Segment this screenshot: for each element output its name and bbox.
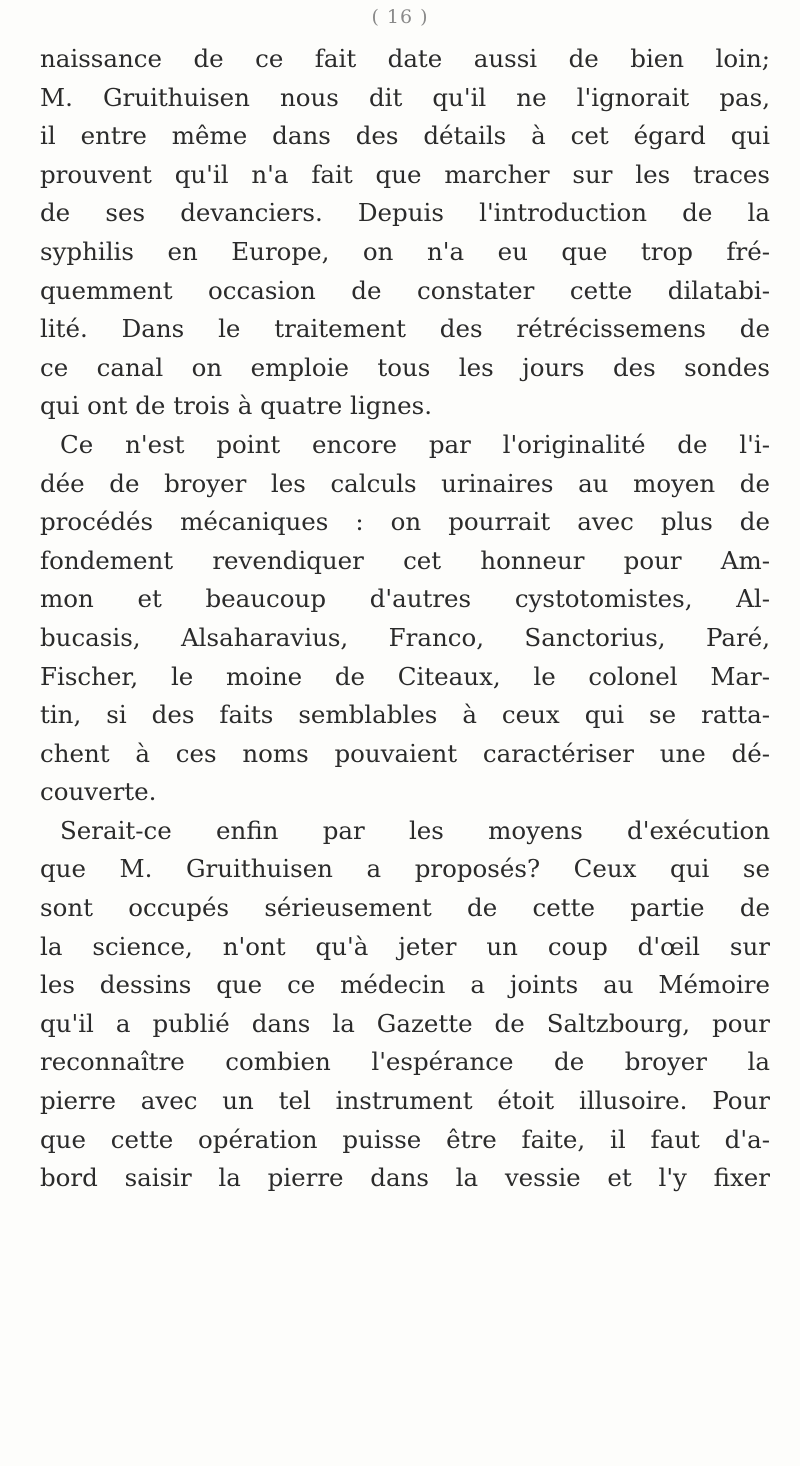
text-line: naissance de ce fait date aussi de bien loin; xyxy=(40,44,770,73)
text-line: Serait-ce enfin par les moyens d'exécution xyxy=(60,815,770,845)
text-line: reconnaître combien l'espérance de broyer la xyxy=(40,1047,770,1077)
text-line: il entre même dans des détails à cet égard qui xyxy=(40,121,770,151)
text-line: lité. Dans le traitement des rétrécissemens de xyxy=(40,314,770,344)
text-line: tin, si des faits semblables à ceux qui se ratta- xyxy=(40,700,770,730)
text-line: qu'il a publié dans la Gazette de Saltzbourg, pour xyxy=(40,1008,770,1038)
text-line: que M. Gruithuisen a proposés? Ceux qui se xyxy=(40,854,770,884)
text-line: chent à ces noms pouvaient caractériser une dé- xyxy=(40,738,770,768)
text-line: ce canal on emploie tous les jours des sondes xyxy=(40,352,770,382)
text-line: quemment occasion de constater cette dilatabi- xyxy=(40,275,770,305)
text-line: sont occupés sérieusement de cette partie de xyxy=(40,893,770,923)
page-number: ( 16 ) xyxy=(371,6,429,28)
text-line: M. Gruithuisen nous dit qu'il ne l'ignorait pas, xyxy=(40,82,770,112)
text-line: qui ont de trois à quatre lignes. xyxy=(40,391,433,421)
text-line: la science, n'ont qu'à jeter un coup d'œil sur xyxy=(40,931,770,961)
text-line: prouvent qu'il n'a fait que marcher sur les traces xyxy=(40,159,770,189)
text-line: couverte. xyxy=(40,777,157,807)
body-text xyxy=(40,40,770,1198)
text-line: pierre avec un tel instrument étoit illusoire. Pour xyxy=(40,1086,770,1116)
text-line: fondement revendiquer cet honneur pour Am- xyxy=(40,545,770,575)
text-line: que cette opération puisse être faite, il faut d'a- xyxy=(40,1124,770,1154)
text-line: bord saisir la pierre dans la vessie et l'y fixer xyxy=(40,1163,770,1193)
text-line: dée de broyer les calculs urinaires au moyen de xyxy=(40,468,770,498)
text-line: mon et beaucoup d'autres cystotomistes, Al- xyxy=(40,584,770,614)
text-line: de ses devanciers. Depuis l'introduction de la xyxy=(40,198,770,228)
text-line: syphilis en Europe, on n'a eu que trop fré- xyxy=(40,236,770,266)
text-line: Fischer, le moine de Citeaux, le colonel Mar- xyxy=(40,661,770,691)
text-line: procédés mécaniques : on pourrait avec plus de xyxy=(40,507,770,537)
text-line: bucasis, Alsaharavius, Franco, Sanctorius, Paré, xyxy=(40,622,770,652)
text-line: Ce n'est point encore par l'originalité de l'i- xyxy=(60,429,770,459)
text-line: les dessins que ce médecin a joints au Mémoire xyxy=(40,970,770,1000)
